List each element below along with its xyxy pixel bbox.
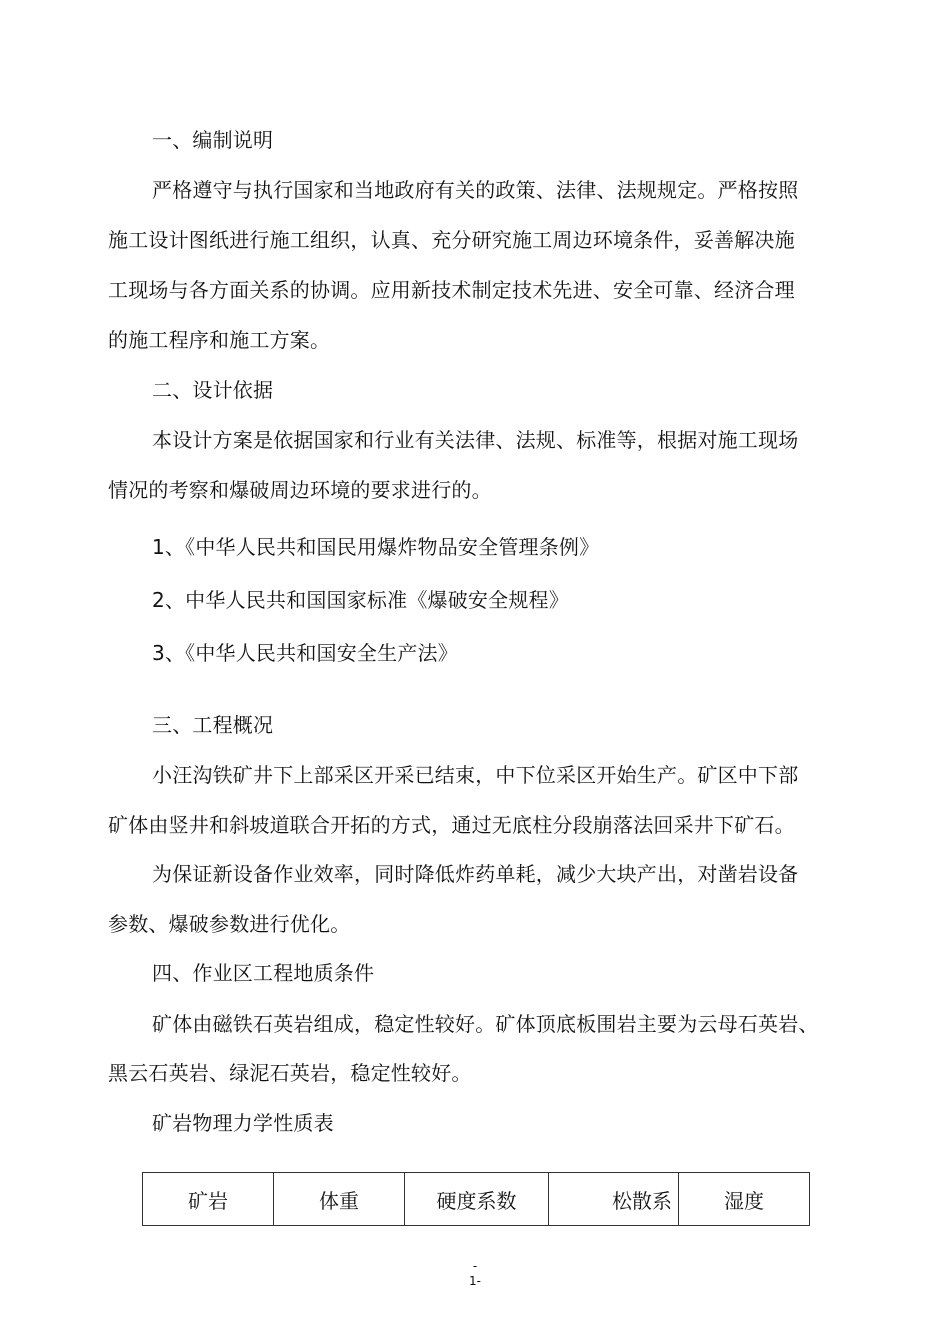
- rock-properties-table: [142, 1172, 810, 1226]
- paragraph-line: 矿体由竖井和斜坡道联合开拓的方式，通过无底柱分段崩落法回采井下矿石。: [108, 813, 795, 837]
- table-header-cell: 矿岩: [143, 1173, 274, 1226]
- table-header-text: 松散系: [612, 1188, 672, 1213]
- paragraph-line: 严格遵守与执行国家和当地政府有关的政策、法律、法规规定。严格按照: [152, 178, 799, 202]
- paragraph-line: 为保证新设备作业效率，同时降低炸药单耗，减少大块产出，对凿岩设备: [152, 862, 799, 886]
- paragraph-line: 的施工程序和施工方案。: [108, 328, 331, 352]
- paragraph-line: 黑云石英岩、绿泥石英岩，稳定性较好。: [108, 1061, 472, 1085]
- page-number: 1-: [469, 1274, 481, 1288]
- table-header-cell: 体重: [274, 1173, 405, 1226]
- section-heading-1: 一、编制说明: [152, 128, 274, 152]
- paragraph-line: 本设计方案是依据国家和行业有关法律、法规、标准等，根据对施工现场: [152, 428, 799, 452]
- table-caption: 矿岩物理力学性质表: [152, 1111, 334, 1135]
- paragraph-line: 小汪沟铁矿井下上部采区开采已结束，中下位采区开始生产。矿区中下部: [152, 763, 799, 787]
- section-heading-2: 二、设计依据: [152, 378, 274, 402]
- paragraph-line: 情况的考察和爆破周边环境的要求进行的。: [108, 478, 492, 502]
- table-header-cell: 硬度系数: [405, 1173, 549, 1226]
- table-header-cell: [549, 1173, 679, 1226]
- paragraph-line: 参数、爆破参数进行优化。: [108, 912, 351, 936]
- table-header-row: [143, 1173, 810, 1226]
- paragraph-line: 矿体由磁铁石英岩组成，稳定性较好。矿体顶底板围岩主要为云母石英岩、: [152, 1012, 819, 1036]
- list-item: 3、《中华人民共和国安全生产法》: [152, 641, 458, 665]
- list-item: 2、中华人民共和国国家标准《爆破安全规程》: [152, 588, 569, 612]
- section-heading-4: 四、作业区工程地质条件: [152, 961, 375, 985]
- page-number-dash: -: [472, 1259, 478, 1273]
- table-header-cell: 湿度: [679, 1173, 810, 1226]
- paragraph-line: 工现场与各方面关系的协调。应用新技术制定技术先进、安全可靠、经济合理: [108, 278, 795, 302]
- paragraph-line: 施工设计图纸进行施工组织，认真、充分研究施工周边环境条件，妥善解决施: [108, 228, 795, 252]
- section-heading-3: 三、工程概况: [152, 713, 274, 737]
- list-item: 1、《中华人民共和国民用爆炸物品安全管理条例》: [152, 535, 600, 559]
